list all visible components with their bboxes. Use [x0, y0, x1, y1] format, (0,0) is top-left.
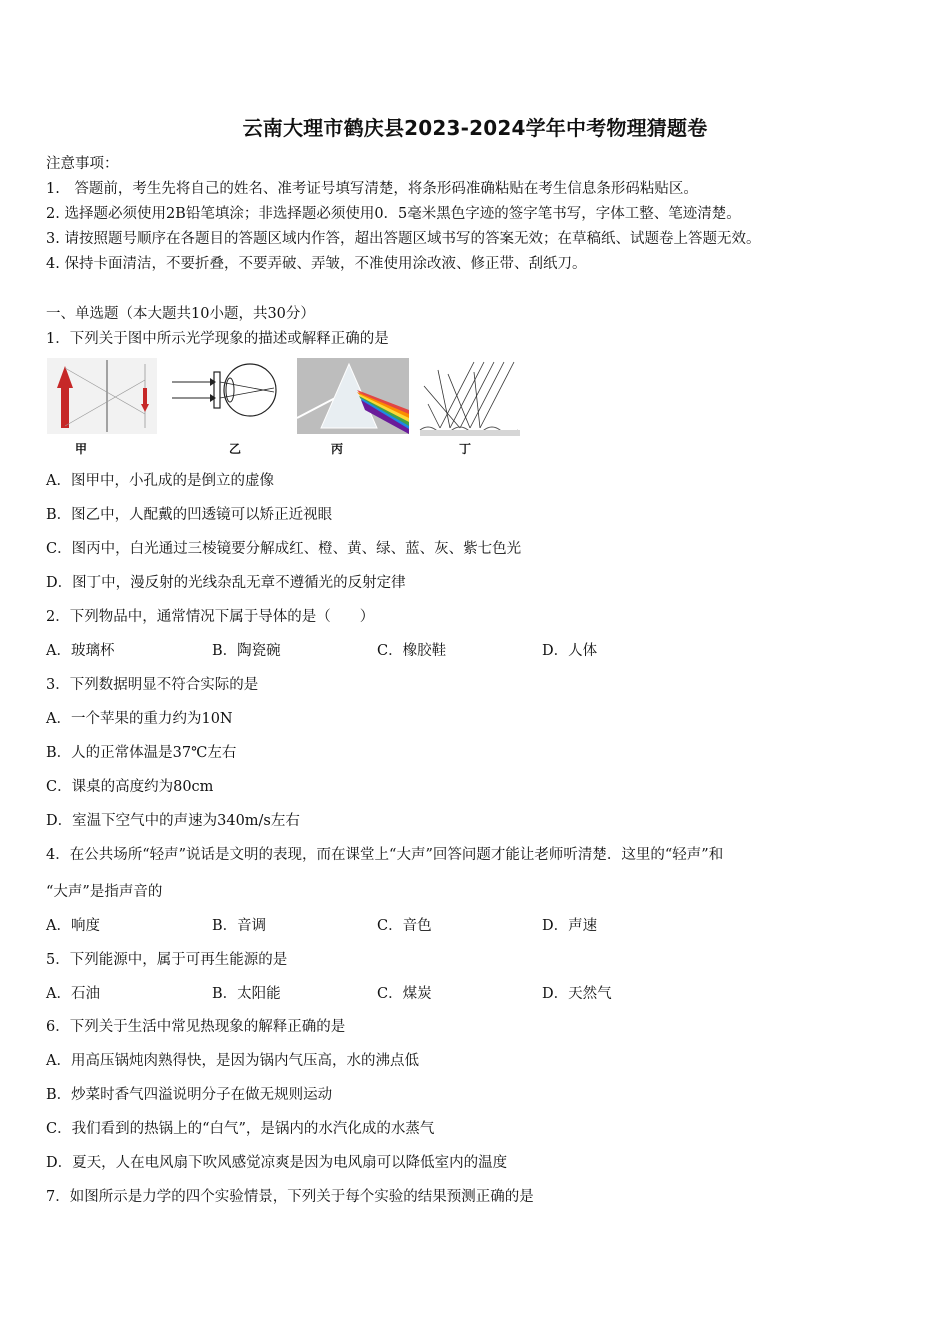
q2-option-d: D．人体: [542, 643, 598, 659]
q5-option-c: C．煤炭: [377, 986, 432, 1002]
notice-item-2: 2. 选择题必须使用2B铅笔填涂；非选择题必须使用0．5毫米黑色字迹的签字笔书写，字体工整、笔迹清楚。: [46, 206, 741, 222]
notice-heading: 注意事项：: [46, 156, 119, 172]
page-title: 云南大理市鹤庆县2023-2024学年中考物理猜题卷: [242, 116, 708, 140]
q3-option-b: B．人的正常体温是37℃左右: [46, 745, 237, 761]
section-heading: 一、单选题（本大题共10小题，共30分）: [46, 306, 315, 322]
figure-diffuse-reflection: [418, 358, 522, 438]
q1-option-b: B．图乙中，人配戴的凹透镜可以矫正近视眼: [46, 507, 333, 523]
q6-option-b: B．炒菜时香气四溢说明分子在做无规则运动: [46, 1087, 333, 1103]
q2-option-c: C．橡胶鞋: [377, 643, 447, 659]
q2-stem: 2．下列物品中，通常情况下属于导体的是（ ）: [46, 609, 375, 625]
q5-option-b: B．太阳能: [212, 986, 281, 1002]
notice-item-4: 4. 保持卡面清洁，不要折叠，不要弄破、弄皱，不准使用涂改液、修正带、刮纸刀。: [46, 256, 587, 272]
q1-option-d: D．图丁中，漫反射的光线杂乱无章不遵循光的反射定律: [46, 575, 406, 591]
q3-option-a: A．一个苹果的重力约为10N: [46, 711, 233, 727]
q6-option-d: D．夏天，人在电风扇下吹风感觉凉爽是因为电风扇可以降低室内的温度: [46, 1155, 508, 1171]
q1-stem: 1．下列关于图中所示光学现象的描述或解释正确的是: [46, 331, 389, 347]
figure-eye-lens: [170, 358, 280, 418]
q2-option-a: A．玻璃杯: [46, 643, 115, 659]
q4-option-b: B．音调: [212, 918, 267, 934]
figure-label-jia: 甲: [74, 442, 87, 456]
q5-option-a: A．石油: [46, 986, 100, 1002]
q5-stem: 5．下列能源中，属于可再生能源的是: [46, 952, 288, 968]
figure-label-bing: 丙: [330, 442, 343, 456]
q6-option-a: A．用高压锅炖肉熟得快，是因为锅内气压高，水的沸点低: [46, 1053, 419, 1069]
q2-option-b: B．陶瓷碗: [212, 643, 281, 659]
notice-item-3: 3. 请按照题号顺序在各题目的答题区域内作答，超出答题区域书写的答案无效；在草稿纸、试题卷上答题无效。: [46, 231, 761, 247]
q3-option-c: C．课桌的高度约为80cm: [46, 779, 214, 795]
figure-prism: [297, 358, 409, 434]
q4-option-d: D．声速: [542, 918, 598, 934]
q6-option-c: C．我们看到的热锅上的“白气”，是锅内的水汽化成的水蒸气: [46, 1121, 435, 1137]
q3-stem: 3．下列数据明显不符合实际的是: [46, 677, 259, 693]
q7-stem: 7．如图所示是力学的四个实验情景，下列关于每个实验的结果预测正确的是: [46, 1189, 534, 1205]
q4-option-a: A．响度: [46, 918, 100, 934]
q3-option-d: D．室温下空气中的声速为340m/s左右: [46, 813, 300, 829]
figure-label-yi: 乙: [228, 442, 241, 456]
q1-option-c: C．图丙中，白光通过三棱镜要分解成红、橙、黄、绿、蓝、灰、紫七色光: [46, 541, 522, 557]
notice-item-1: 1. 答题前，考生先将自己的姓名、准考证号填写清楚，将条形码准确粘贴在考生信息条形码粘贴区。: [46, 181, 698, 197]
q4-option-c: C．音色: [377, 918, 432, 934]
q6-stem: 6．下列关于生活中常见热现象的解释正确的是: [46, 1019, 346, 1035]
figure-pinhole-camera: [47, 358, 157, 434]
figure-label-ding: 丁: [458, 442, 471, 456]
q4-stem-line-1: 4．在公共场所“轻声”说话是文明的表现，而在课堂上“大声”回答问题才能让老师听清楚．这里的“轻声”和: [46, 847, 724, 863]
q4-stem-line-2: “大声”是指声音的: [46, 884, 163, 900]
q5-option-d: D．天然气: [542, 986, 612, 1002]
q1-option-a: A．图甲中，小孔成的是倒立的虚像: [46, 473, 274, 489]
